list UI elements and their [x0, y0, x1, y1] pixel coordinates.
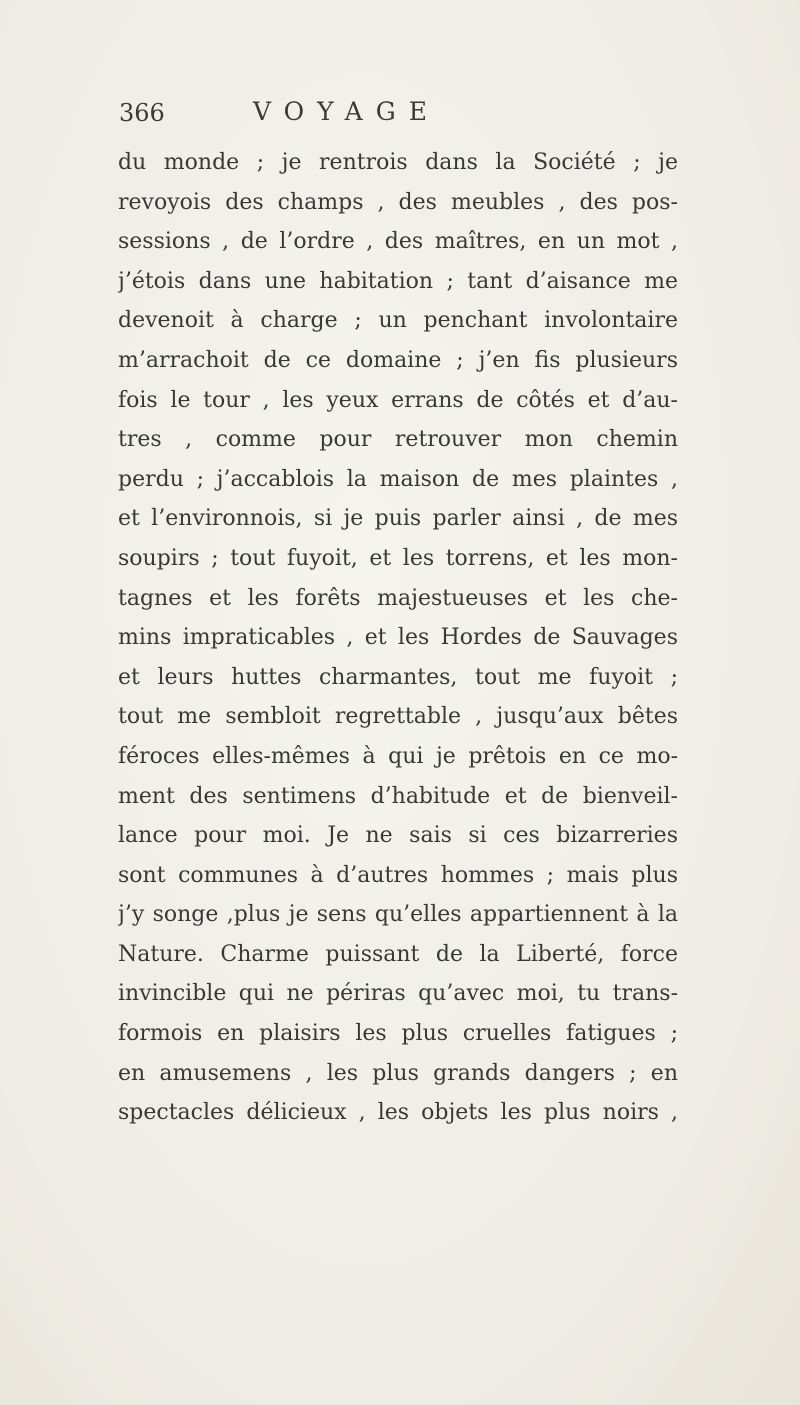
- text-line: j’y songe ,plus je sens qu’elles appartiennent à la: [118, 902, 678, 928]
- text-line: du monde ; je rentrois dans la Société ; je: [118, 150, 678, 175]
- text-line: tout me sembloit regrettable , jusqu’aux bêtes: [118, 704, 678, 730]
- text-line: m’arrachoit de ce domaine ; j’en fis plusieurs: [118, 347, 678, 373]
- text-line: sont communes à d’autres hommes ; mais plus: [118, 862, 678, 888]
- text-line: et l’environnois, si je puis parler ainsi , de mes: [118, 506, 678, 532]
- page-number: 366: [119, 99, 165, 127]
- text-line: féroces elles-mêmes à qui je prêtois en ce mo-: [118, 743, 678, 769]
- text-line: tres , comme pour retrouver mon chemin: [118, 427, 678, 453]
- body-text: [118, 143, 678, 1133]
- page-header: [119, 97, 679, 137]
- text-line: invincible qui ne périras qu’avec moi, tu trans-: [118, 981, 678, 1007]
- text-line: Nature. Charme puissant de la Liberté, force: [118, 941, 678, 967]
- text-line: spectacles délicieux , les objets les plus noirs ,: [118, 1100, 678, 1126]
- text-line: mins impraticables , et les Hordes de Sauvages: [118, 625, 678, 651]
- text-line: sessions , de l’ordre , des maîtres, en un mot ,: [118, 229, 678, 255]
- text-line: soupirs ; tout fuyoit, et les torrens, et les mon-: [118, 545, 678, 571]
- text-line: formois en plaisirs les plus cruelles fatigues ;: [118, 1021, 678, 1047]
- running-title: VOYAGE: [253, 97, 440, 126]
- text-line: ment des sentimens d’habitude et de bienveil-: [118, 783, 678, 809]
- text-line: perdu ; j’accablois la maison de mes plaintes ,: [118, 466, 678, 492]
- text-line: devenoit à charge ; un penchant involontaire: [118, 308, 678, 334]
- text-line: tagnes et les forêts majestueuses et les che-: [118, 585, 678, 611]
- text-line: et leurs huttes charmantes, tout me fuyoit ;: [118, 664, 678, 690]
- text-line: fois le tour , les yeux errans de côtés et d’au-: [118, 387, 678, 413]
- text-line: en amusemens , les plus grands dangers ; en: [118, 1060, 678, 1086]
- text-line: j’étois dans une habitation ; tant d’aisance me: [118, 268, 678, 294]
- text-line: lance pour moi. Je ne sais si ces bizarreries: [118, 823, 678, 849]
- text-line: revoyois des champs , des meubles , des pos-: [118, 189, 678, 215]
